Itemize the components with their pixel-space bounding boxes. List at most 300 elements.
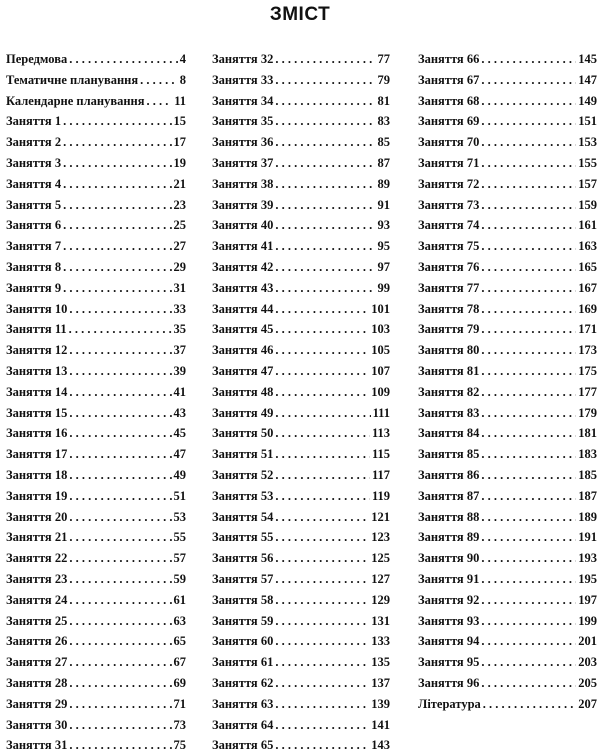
toc-entry-label: Заняття 30 <box>6 717 68 732</box>
toc-entry-label: Заняття 82 <box>418 384 480 399</box>
toc-entry-page: 149 <box>578 93 597 108</box>
toc-entry <box>6 299 186 320</box>
toc-entry-page: 125 <box>371 551 390 566</box>
dot-leader <box>63 111 171 132</box>
dot-leader <box>275 569 369 590</box>
toc-entry-label: Заняття 34 <box>212 93 274 108</box>
dot-leader <box>147 91 173 112</box>
toc-entry-label: Заняття 10 <box>6 301 68 316</box>
toc-entry-page: 31 <box>173 280 186 295</box>
dot-leader <box>481 299 576 320</box>
dot-leader <box>275 631 369 652</box>
toc-entry-page: 139 <box>371 696 390 711</box>
dot-leader <box>481 673 576 694</box>
toc-entry-label: Заняття 77 <box>418 280 480 295</box>
dot-leader <box>63 278 171 299</box>
toc-entry <box>212 569 390 590</box>
toc-entry-label: Заняття 47 <box>212 363 274 378</box>
toc-entry-label: Заняття 50 <box>212 426 274 441</box>
toc-entry-label: Заняття 67 <box>418 72 480 87</box>
toc-entry-page: 155 <box>578 155 597 170</box>
dot-leader <box>275 444 370 465</box>
toc-entry-label: Заняття 78 <box>418 301 480 316</box>
toc-entry-page: 21 <box>173 176 186 191</box>
toc-entry-page: 15 <box>173 114 186 129</box>
toc-entry-page: 83 <box>377 114 390 129</box>
toc-entry-label: Заняття 4 <box>6 176 62 191</box>
dot-leader <box>275 507 369 528</box>
dot-leader <box>275 319 369 340</box>
toc-entry <box>6 652 186 673</box>
dot-leader <box>275 465 370 486</box>
toc-entry-label: Заняття 22 <box>6 551 68 566</box>
toc-entry-label: Заняття 46 <box>212 343 274 358</box>
toc-entry <box>418 257 597 278</box>
toc-entry <box>6 611 186 632</box>
dot-leader <box>481 340 576 361</box>
toc-entry <box>212 507 390 528</box>
toc-entry <box>6 340 186 361</box>
dot-leader <box>481 507 576 528</box>
toc-entry <box>6 715 186 736</box>
dot-leader <box>69 299 171 320</box>
dot-leader <box>481 486 576 507</box>
toc-entry-page: 205 <box>578 675 597 690</box>
toc-entry <box>212 590 390 611</box>
toc-entry-page: 193 <box>578 551 597 566</box>
toc-entry-label: Заняття 8 <box>6 259 62 274</box>
toc-entry-label: Заняття 45 <box>212 322 274 337</box>
toc-entry-label: Заняття 73 <box>418 197 480 212</box>
toc-entry <box>418 631 597 652</box>
toc-entry-label: Заняття 36 <box>212 135 274 150</box>
toc-entry-label: Заняття 2 <box>6 135 62 150</box>
toc-entry-label: Заняття 59 <box>212 613 274 628</box>
toc-entry <box>212 382 390 403</box>
dot-leader <box>481 548 576 569</box>
toc-entry-label: Заняття 52 <box>212 467 274 482</box>
dot-leader <box>69 590 171 611</box>
dot-leader <box>275 694 369 715</box>
toc-entry-page: 99 <box>377 280 390 295</box>
toc-entry-page: 133 <box>371 634 390 649</box>
dot-leader <box>275 257 375 278</box>
toc-entry-page: 55 <box>173 530 186 545</box>
toc-entry-label: Заняття 87 <box>418 488 480 503</box>
toc-entry <box>6 590 186 611</box>
toc-entry-label: Заняття 80 <box>418 343 480 358</box>
toc-entry-page: 73 <box>173 717 186 732</box>
toc-entry-page: 79 <box>377 72 390 87</box>
toc-entry <box>212 257 390 278</box>
toc-entry-label: Заняття 51 <box>212 447 274 462</box>
toc-entry-page: 137 <box>371 675 390 690</box>
toc-entry-page: 115 <box>371 447 390 462</box>
toc-entry-label: Заняття 43 <box>212 280 274 295</box>
dot-leader <box>275 735 369 756</box>
toc-entry-page: 167 <box>578 280 597 295</box>
toc-entry <box>418 465 597 486</box>
toc-entry-page: 69 <box>173 675 186 690</box>
toc-entry-label: Заняття 17 <box>6 447 68 462</box>
toc-column-1 <box>6 49 186 756</box>
dot-leader <box>481 111 576 132</box>
dot-leader <box>63 132 171 153</box>
toc-entry-page: 47 <box>173 447 186 462</box>
toc-entry <box>418 382 597 403</box>
toc-entry-label: Заняття 83 <box>418 405 480 420</box>
dot-leader <box>481 590 576 611</box>
toc-entry-label: Заняття 91 <box>418 571 480 586</box>
toc-entry <box>418 70 597 91</box>
toc-entry <box>6 735 186 756</box>
toc-entry-label: Заняття 38 <box>212 176 274 191</box>
toc-entry <box>418 444 597 465</box>
toc-entry-label: Заняття 25 <box>6 613 68 628</box>
toc-entry-label: Заняття 64 <box>212 717 274 732</box>
dot-leader <box>481 257 576 278</box>
dot-leader <box>481 91 576 112</box>
dot-leader <box>275 423 370 444</box>
dot-leader <box>481 611 576 632</box>
toc-entry-label: Заняття 60 <box>212 634 274 649</box>
toc-entry <box>418 299 597 320</box>
toc-entry <box>212 319 390 340</box>
toc-entry-label: Передмова <box>6 52 68 66</box>
dot-leader <box>275 340 369 361</box>
toc-entry-page: 59 <box>173 571 186 586</box>
toc-entry <box>212 153 390 174</box>
toc-entry <box>212 652 390 673</box>
toc-entry-page: 153 <box>578 135 597 150</box>
toc-entry-label: Заняття 90 <box>418 551 480 566</box>
dot-leader <box>275 715 369 736</box>
toc-entry-label: Заняття 20 <box>6 509 68 524</box>
toc-entry-label: Заняття 40 <box>212 218 274 233</box>
toc-entry <box>6 236 186 257</box>
toc-entry-page: 165 <box>578 259 597 274</box>
toc-entry-label: Заняття 29 <box>6 696 68 711</box>
toc-entry-label: Заняття 65 <box>212 738 274 753</box>
toc-entry-label: Заняття 84 <box>418 426 480 441</box>
dot-leader <box>275 361 369 382</box>
toc-entry-label: Заняття 49 <box>212 405 274 420</box>
toc-entry-label: Заняття 70 <box>418 135 480 150</box>
toc-entry-label: Заняття 81 <box>418 363 480 378</box>
toc-entry <box>212 278 390 299</box>
toc-entry-page: 131 <box>371 613 390 628</box>
toc-entry-page: 147 <box>578 72 597 87</box>
toc-entry-page: 67 <box>173 655 186 670</box>
toc-entry <box>6 195 186 216</box>
toc-entry-label: Заняття 5 <box>6 197 62 212</box>
dot-leader <box>275 652 369 673</box>
toc-entry-page: 201 <box>578 634 597 649</box>
toc-entry-page: 23 <box>173 197 186 212</box>
toc-entry-page: 11 <box>174 93 186 108</box>
dot-leader <box>275 299 369 320</box>
toc-entry <box>6 382 186 403</box>
toc-entry-label: Заняття 69 <box>418 114 480 129</box>
toc-entry-label: Заняття 32 <box>212 52 274 66</box>
dot-leader <box>63 174 171 195</box>
dot-leader <box>69 340 171 361</box>
toc-entry <box>212 361 390 382</box>
toc-entry-page: 119 <box>371 488 390 503</box>
toc-entry-page: 17 <box>173 135 186 150</box>
toc-entry-label: Заняття 35 <box>212 114 274 129</box>
toc-entry-page: 87 <box>377 155 390 170</box>
dot-leader <box>481 631 576 652</box>
toc-entry-page: 19 <box>173 155 186 170</box>
dot-leader <box>69 715 171 736</box>
dot-leader <box>481 195 576 216</box>
toc-entry-page: 63 <box>173 613 186 628</box>
dot-leader <box>69 527 171 548</box>
toc-entry <box>6 423 186 444</box>
toc-entry <box>212 527 390 548</box>
toc-entry-page: 53 <box>173 509 186 524</box>
toc-entry-page: 187 <box>578 488 597 503</box>
toc-entry-label: Заняття 12 <box>6 343 68 358</box>
toc-entry-page: 191 <box>578 530 597 545</box>
dot-leader <box>63 215 171 236</box>
toc-entry <box>418 694 597 715</box>
toc-entry-page: 8 <box>179 72 186 87</box>
dot-leader <box>69 403 171 424</box>
toc-entry <box>212 611 390 632</box>
toc-entry-page: 75 <box>173 738 186 753</box>
toc-entry-page: 105 <box>371 343 390 358</box>
toc-entry-label: Заняття 66 <box>418 52 480 66</box>
toc-entry <box>418 507 597 528</box>
toc-entry <box>6 548 186 569</box>
toc-entry <box>212 548 390 569</box>
toc-entry-page: 49 <box>173 467 186 482</box>
toc-entry-page: 161 <box>578 218 597 233</box>
dot-leader <box>69 673 171 694</box>
toc-entry-page: 65 <box>173 634 186 649</box>
dot-leader <box>69 611 171 632</box>
toc-entry <box>6 174 186 195</box>
dot-leader <box>69 507 171 528</box>
toc-entry-page: 77 <box>377 52 390 66</box>
toc-entry-page: 143 <box>371 738 390 753</box>
toc-entry-label: Заняття 21 <box>6 530 68 545</box>
toc-entry-page: 41 <box>173 384 186 399</box>
dot-leader <box>69 694 171 715</box>
dot-leader <box>481 132 576 153</box>
dot-leader <box>275 132 375 153</box>
toc-entry <box>6 319 186 340</box>
toc-entry-page: 29 <box>173 259 186 274</box>
toc-entry <box>6 111 186 132</box>
toc-entry <box>6 631 186 652</box>
toc-entry <box>212 444 390 465</box>
toc-entry <box>418 91 597 112</box>
toc-entry <box>6 694 186 715</box>
toc-entry <box>6 361 186 382</box>
dot-leader <box>275 278 375 299</box>
toc-entry <box>212 631 390 652</box>
dot-leader <box>481 465 576 486</box>
toc-entry-page: 199 <box>578 613 597 628</box>
toc-entry <box>6 569 186 590</box>
toc-entry-page: 107 <box>371 363 390 378</box>
dot-leader <box>69 652 171 673</box>
dot-leader <box>481 382 576 403</box>
dot-leader <box>275 111 375 132</box>
toc-entry <box>418 278 597 299</box>
dot-leader <box>481 403 576 424</box>
toc-entry-label: Заняття 96 <box>418 675 480 690</box>
toc-entry-label: Заняття 85 <box>418 447 480 462</box>
toc-entry-label: Заняття 72 <box>418 176 480 191</box>
toc-entry-page: 81 <box>377 93 390 108</box>
dot-leader <box>275 153 375 174</box>
toc-column-3 <box>418 49 597 715</box>
toc-entry <box>418 527 597 548</box>
toc-entry-label: Тематичне планування <box>6 72 139 87</box>
toc-entry-label: Заняття 7 <box>6 239 62 254</box>
toc-entry-label: Заняття 54 <box>212 509 274 524</box>
toc-entry-page: 129 <box>371 592 390 607</box>
toc-entry-page: 39 <box>173 363 186 378</box>
toc-entry <box>212 299 390 320</box>
toc-entry-label: Заняття 24 <box>6 592 68 607</box>
toc-entry-page: 157 <box>578 176 597 191</box>
toc-entry <box>418 423 597 444</box>
toc-entry-page: 169 <box>578 301 597 316</box>
toc-entry-page: 111 <box>372 405 390 420</box>
toc-entry-label: Заняття 33 <box>212 72 274 87</box>
toc-entry-page: 97 <box>377 259 390 274</box>
toc-entry-page: 195 <box>578 571 597 586</box>
toc-entry-label: Заняття 39 <box>212 197 274 212</box>
toc-entry <box>418 132 597 153</box>
toc-entry <box>6 91 186 112</box>
toc-entry-label: Заняття 88 <box>418 509 480 524</box>
toc-entry-label: Заняття 56 <box>212 551 274 566</box>
dot-leader <box>69 444 171 465</box>
toc-entry-page: 113 <box>371 426 390 441</box>
toc-entry-label: Заняття 23 <box>6 571 68 586</box>
toc-entry-page: 203 <box>578 655 597 670</box>
toc-entry-page: 89 <box>377 176 390 191</box>
dot-leader <box>63 153 171 174</box>
toc-entry <box>418 486 597 507</box>
toc-entry-page: 151 <box>578 114 597 129</box>
toc-entry-label: Заняття 44 <box>212 301 274 316</box>
dot-leader <box>69 465 171 486</box>
toc-entry-label: Заняття 37 <box>212 155 274 170</box>
toc-entry <box>418 652 597 673</box>
dot-leader <box>69 319 172 340</box>
dot-leader <box>275 215 375 236</box>
toc-entry-page: 171 <box>578 322 597 337</box>
toc-entry <box>6 49 186 70</box>
toc-entry-page: 159 <box>578 197 597 212</box>
toc-entry <box>418 361 597 382</box>
toc-entry <box>418 195 597 216</box>
toc-entry <box>212 91 390 112</box>
toc-column-2 <box>212 49 390 756</box>
toc-entry-label: Заняття 62 <box>212 675 274 690</box>
toc-entry-label: Заняття 11 <box>6 322 67 337</box>
toc-entry-page: 45 <box>173 426 186 441</box>
toc-entry-page: 123 <box>371 530 390 545</box>
dot-leader <box>63 195 171 216</box>
toc-entry <box>418 215 597 236</box>
toc-entry-page: 61 <box>173 592 186 607</box>
dot-leader <box>481 423 576 444</box>
toc-entry <box>212 403 390 424</box>
dot-leader <box>275 548 369 569</box>
toc-entry-label: Заняття 42 <box>212 259 274 274</box>
dot-leader <box>275 49 375 70</box>
toc-entry-page: 109 <box>371 384 390 399</box>
toc-entry-label: Заняття 79 <box>418 322 480 337</box>
toc-entry-label: Заняття 95 <box>418 655 480 670</box>
toc-entry-label: Заняття 1 <box>6 114 62 129</box>
dot-leader <box>275 611 369 632</box>
toc-entry <box>418 111 597 132</box>
toc-entry <box>6 507 186 528</box>
toc-entry <box>6 153 186 174</box>
dot-leader <box>275 382 369 403</box>
toc-entry-page: 175 <box>578 363 597 378</box>
dot-leader <box>481 236 576 257</box>
toc-entry-page: 57 <box>173 551 186 566</box>
toc-entry <box>212 174 390 195</box>
toc-entry <box>6 215 186 236</box>
toc-entry-page: 197 <box>578 592 597 607</box>
toc-entry-label: Заняття 61 <box>212 655 274 670</box>
toc-entry <box>6 132 186 153</box>
dot-leader <box>69 548 171 569</box>
toc-entry <box>212 195 390 216</box>
toc-entry-page: 51 <box>173 488 186 503</box>
toc-entry-page: 181 <box>578 426 597 441</box>
dot-leader <box>69 631 171 652</box>
dot-leader <box>69 382 171 403</box>
toc-entry <box>6 673 186 694</box>
toc-entry-label: Заняття 6 <box>6 218 62 233</box>
toc-entry <box>418 590 597 611</box>
dot-leader <box>69 49 178 70</box>
toc-entry <box>6 403 186 424</box>
toc-entry-label: Заняття 92 <box>418 592 480 607</box>
toc-entry-label: Заняття 28 <box>6 675 68 690</box>
toc-entry-label: Заняття 71 <box>418 155 480 170</box>
toc-entry-page: 71 <box>173 696 186 711</box>
dot-leader <box>481 278 576 299</box>
toc-entry-page: 95 <box>377 239 390 254</box>
toc-entry-page: 145 <box>578 52 597 66</box>
toc-entry-page: 93 <box>377 218 390 233</box>
toc-entry <box>418 319 597 340</box>
toc-entry-label: Заняття 58 <box>212 592 274 607</box>
dot-leader <box>69 735 171 756</box>
dot-leader <box>481 652 576 673</box>
toc-entry <box>212 715 390 736</box>
dot-leader <box>69 423 171 444</box>
toc-entry-label: Заняття 55 <box>212 530 274 545</box>
toc-entry <box>418 49 597 70</box>
dot-leader <box>481 153 576 174</box>
toc-entry <box>212 735 390 756</box>
toc-entry-label: Заняття 31 <box>6 738 68 753</box>
